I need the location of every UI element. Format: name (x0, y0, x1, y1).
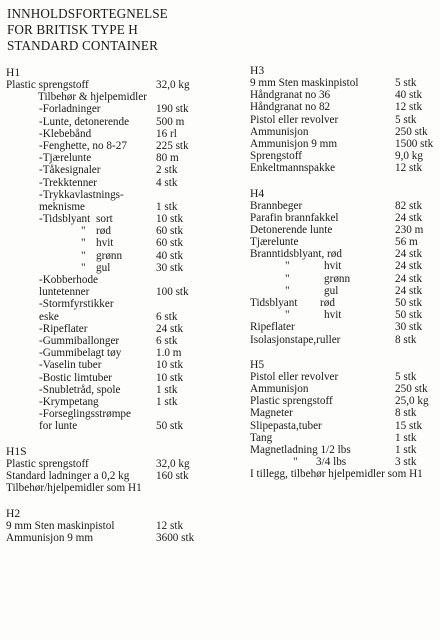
item-label: Tilbehør & hjelpemidler (38, 91, 147, 104)
item-quantity: 82 stk (395, 199, 423, 212)
item-variant: gul (324, 284, 339, 297)
inventory-row (250, 162, 440, 174)
section-h2 (6, 507, 224, 544)
item-label: Sprengstoff (250, 150, 302, 163)
item-label: Tang (250, 431, 273, 444)
item-label: " (293, 456, 298, 469)
item-label: Plastic sprengstoff (250, 395, 333, 408)
section-h3 (250, 64, 440, 175)
inventory-row (250, 260, 440, 272)
item-label: " (285, 260, 290, 273)
section-h1 (6, 66, 224, 433)
item-label: -Ripeflater (39, 322, 88, 335)
item-quantity: 32,0 kg (156, 79, 190, 91)
item-quantity: 6 stk (156, 334, 178, 347)
item-quantity: 4 stk (156, 176, 178, 189)
item-quantity: 1.0 m (156, 347, 182, 360)
item-quantity: 1 stk (156, 383, 178, 396)
inventory-row (250, 407, 440, 419)
inventory-row (6, 103, 224, 115)
item-label: Pistol eller revolver (250, 370, 339, 383)
item-quantity: 24 stk (156, 322, 184, 335)
item-label: -Tåkesignaler (39, 164, 101, 177)
section-h5 (250, 358, 440, 482)
item-label: Isolasjonstape,ruller (250, 333, 341, 346)
item-label: Håndgranat no 82 (250, 101, 331, 114)
item-label: Branntidsblyant, rød (250, 248, 342, 261)
section-gap (6, 433, 224, 445)
item-quantity: 250 stk (395, 125, 428, 138)
item-quantity: 24 stk (395, 211, 423, 224)
item-quantity: 56 m (395, 236, 418, 249)
item-label: Ammunisjon 9 mm (6, 532, 94, 545)
item-label: " (285, 284, 290, 297)
item-label: Tidsblyant (250, 297, 298, 309)
item-label: -Bostic limtuber (39, 371, 113, 384)
inventory-row (250, 285, 440, 297)
item-quantity: 5 stk (395, 113, 417, 126)
item-label: 9 mm Sten maskinpistol (6, 519, 115, 532)
inventory-row (6, 237, 224, 249)
item-quantity: 30 stk (156, 261, 184, 274)
inventory-row (250, 89, 440, 101)
section-note: Tilbehør/hjelpemidler som H1 (6, 481, 142, 494)
item-label: -Lunte, detonerende (39, 115, 130, 128)
item-quantity: 15 stk (395, 419, 423, 432)
item-quantity: 16 rl (156, 127, 177, 140)
item-quantity: 24 stk (395, 248, 423, 261)
inventory-row (6, 396, 224, 408)
item-label: Slipepasta,tuber (250, 419, 322, 432)
item-label: -Snubletråd, spole (39, 383, 121, 396)
section-heading: H3 (250, 64, 265, 77)
item-label: -Klebebånd (39, 127, 92, 140)
inventory-row (250, 126, 440, 138)
item-label: " (81, 225, 86, 238)
inventory-row (250, 456, 440, 468)
inventory-row (250, 224, 440, 236)
item-variant: hvit (324, 260, 342, 273)
title-line: INNHOLDSFORTEGNELSE (7, 6, 168, 21)
item-variant: gul (96, 261, 111, 274)
item-quantity: 2 stk (156, 164, 178, 177)
item-quantity: 60 stk (156, 225, 184, 238)
item-label: Enkeltmannspakke (250, 162, 336, 175)
item-quantity: 24 stk (395, 260, 423, 273)
item-quantity: 230 m (395, 223, 424, 236)
inventory-row (250, 273, 440, 285)
inventory-row (250, 371, 440, 383)
item-label: 9 mm Sten maskinpistol (250, 77, 359, 89)
inventory-row (6, 532, 224, 544)
section-heading: H1 (6, 66, 21, 79)
item-quantity: 1 stk (395, 443, 417, 456)
inventory-row (6, 189, 224, 213)
item-quantity: 10 stk (156, 213, 184, 226)
section-gap (250, 175, 440, 187)
item-quantity: 12 stk (156, 519, 184, 532)
item-label: Ammunisjon (250, 125, 309, 138)
section-heading: H4 (250, 186, 265, 200)
inventory-row (250, 420, 440, 432)
item-label: -Vaselin tuber (39, 359, 102, 372)
item-quantity: 24 stk (395, 272, 423, 285)
item-label: " (285, 309, 290, 322)
item-quantity: 12 stk (395, 162, 423, 175)
inventory-row (6, 152, 224, 164)
item-quantity: 50 stk (395, 309, 423, 322)
item-variant: rød (320, 297, 335, 309)
inventory-row (6, 213, 224, 225)
inventory-row (250, 297, 440, 309)
item-quantity: 1 stk (395, 431, 417, 444)
section-h4 (250, 187, 440, 346)
item-variant: 3/4 lbs (316, 456, 347, 469)
item-variant: grønn (324, 272, 351, 285)
inventory-row (6, 470, 224, 482)
title-line: FOR BRITISK TYPE H (7, 22, 138, 37)
section-gap (6, 495, 224, 507)
inventory-row (250, 114, 440, 126)
item-quantity: 9,0 kg (395, 150, 423, 163)
item-quantity: 100 stk (156, 286, 189, 299)
item-label: -Forseglingsstrømpe for lunte (39, 408, 131, 433)
item-label: Detonerende lunte (250, 223, 333, 236)
inventory-row (6, 177, 224, 189)
item-quantity: 500 m (156, 115, 185, 128)
item-quantity: 30 stk (395, 321, 423, 334)
item-quantity: 40 stk (395, 89, 423, 102)
inventory-row (250, 150, 440, 162)
inventory-row (6, 372, 224, 384)
item-quantity: 190 stk (156, 103, 189, 116)
item-quantity: 1500 stk (395, 137, 434, 150)
item-quantity: 225 stk (156, 139, 189, 152)
section-heading: H1S (6, 444, 27, 458)
inventory-row (250, 212, 440, 224)
inventory-row (6, 262, 224, 274)
inventory-row (6, 335, 224, 347)
left-column (6, 66, 224, 544)
inventory-row (6, 116, 224, 128)
inventory-row (6, 408, 224, 432)
item-label: -Forladninger (39, 103, 101, 116)
inventory-row (6, 140, 224, 152)
inventory-row (6, 250, 224, 262)
item-quantity: 5 stk (395, 77, 417, 89)
item-quantity: 50 stk (156, 420, 184, 433)
item-label: Plastic sprengstoff (6, 457, 89, 470)
inventory-row (250, 101, 440, 113)
item-label: Brannbeger (250, 199, 303, 212)
item-label: -Trekktenner (39, 176, 97, 189)
inventory-row (6, 458, 224, 470)
inventory-row (6, 128, 224, 140)
inventory-row (250, 236, 440, 248)
item-label: -Fenghette, no 8-27 (39, 139, 127, 152)
section-note: I tillegg, tilbehør hjelpemidler som H1 (250, 468, 423, 481)
item-label: Plastic sprengstoff (6, 79, 89, 91)
inventory-row (6, 520, 224, 532)
item-label: Standard ladninger a 0,2 kg (6, 469, 130, 482)
section-gap (250, 346, 440, 358)
item-label: -Trykkavlastnings- meknisme (39, 188, 124, 213)
item-quantity: 5 stk (395, 370, 417, 383)
item-variant: hvit (324, 309, 342, 322)
item-quantity: 24 stk (395, 284, 423, 297)
item-quantity: 12 stk (395, 101, 423, 114)
item-quantity: 10 stk (156, 371, 184, 384)
section-heading: H5 (250, 357, 265, 371)
inventory-row (6, 164, 224, 176)
inventory-row (250, 383, 440, 395)
item-quantity: 50 stk (395, 297, 423, 309)
inventory-row (250, 309, 440, 321)
item-label: Pistol eller revolver (250, 113, 339, 126)
inventory-row (6, 323, 224, 335)
inventory-row (6, 225, 224, 237)
inventory-row (6, 359, 224, 371)
right-column (250, 64, 440, 481)
item-label: Tjærelunte (250, 236, 299, 249)
inventory-row (250, 444, 440, 456)
inventory-row (250, 77, 440, 89)
item-label: Ripeflater (250, 321, 295, 334)
item-label: Parafin brannfakkel (250, 211, 339, 224)
inventory-row (250, 395, 440, 407)
item-label: Ammunisjon 9 mm (250, 137, 338, 150)
inventory-row (6, 384, 224, 396)
item-quantity: 32,0 kg (156, 457, 190, 470)
item-quantity: 8 stk (395, 333, 417, 346)
item-quantity: 60 stk (156, 237, 184, 250)
item-label: -Tjærelunte (39, 152, 92, 165)
item-variant: grønn (96, 249, 123, 262)
section-heading: H2 (6, 506, 21, 520)
item-quantity: 10 stk (156, 359, 184, 372)
inventory-row (250, 334, 440, 346)
inventory-row (250, 248, 440, 260)
item-quantity: 1 stk (156, 200, 178, 213)
inventory-row (6, 274, 224, 298)
item-quantity: 80 m (156, 152, 179, 165)
item-label: Håndgranat no 36 (250, 89, 331, 102)
item-variant: hvit (96, 237, 114, 250)
item-quantity: 160 stk (156, 469, 189, 482)
document-title (7, 6, 168, 54)
item-label: -Gummibelagt tøy (39, 347, 122, 360)
item-quantity: 3 stk (395, 456, 417, 469)
item-quantity: 250 stk (395, 382, 428, 395)
inventory-row (6, 91, 224, 103)
section-h1s (6, 445, 224, 495)
item-quantity: 8 stk (395, 407, 417, 420)
item-label: -Krympetang (39, 395, 99, 408)
item-label: Ammunisjon (250, 382, 309, 395)
item-variant: rød (96, 225, 111, 238)
title-line: STANDARD CONTAINER (7, 38, 158, 53)
item-label: " (81, 237, 86, 250)
inventory-row (250, 200, 440, 212)
item-variant: sort (96, 213, 113, 226)
inventory-row (6, 298, 224, 322)
item-label: " (81, 249, 86, 262)
item-quantity: 3600 stk (156, 532, 195, 545)
inventory-row (250, 321, 440, 333)
inventory-row (6, 347, 224, 359)
item-label: " (81, 261, 86, 274)
item-quantity: 6 stk (156, 310, 178, 323)
item-quantity: 25,0 kg (395, 395, 429, 408)
inventory-row (250, 432, 440, 444)
item-label: " (285, 272, 290, 285)
item-label: -Kobberhode luntetenner (39, 274, 99, 299)
item-quantity: 1 stk (156, 395, 178, 408)
inventory-row (250, 138, 440, 150)
item-label: -Tidsblyant (39, 213, 91, 226)
item-label: -Stormfyrstikker eske (39, 298, 114, 323)
inventory-row (6, 79, 224, 91)
item-quantity: 40 stk (156, 249, 184, 262)
item-label: Magneter (250, 407, 293, 420)
item-label: -Gummiballonger (39, 334, 120, 347)
item-label: Magnetladning 1/2 lbs (250, 443, 351, 456)
